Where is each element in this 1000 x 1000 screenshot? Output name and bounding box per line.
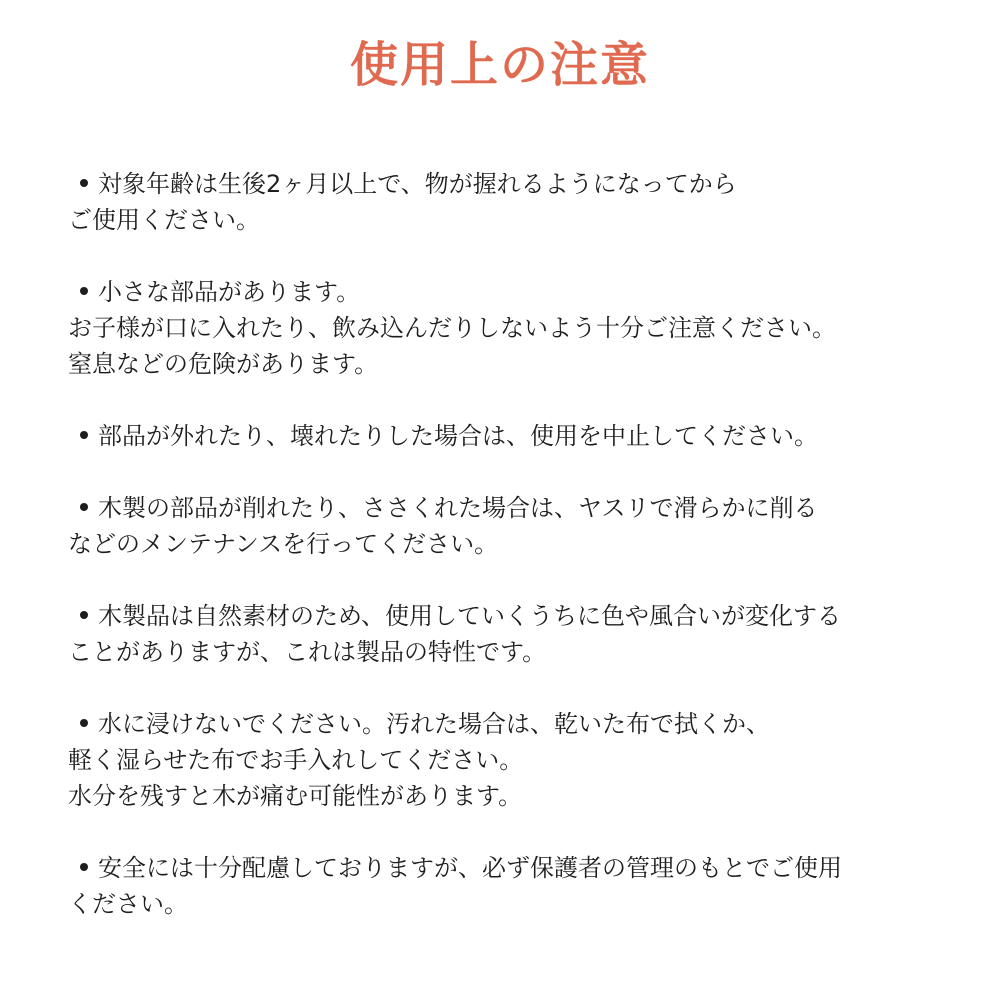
- bullet-icon: [80, 863, 88, 871]
- notice-text: 対象年齢は生後2ヶ月以上で、物が握れるようになってから: [98, 170, 737, 198]
- notice-text: お子様が口に入れたり、飲み込んだりしないよう十分ご注意ください。: [68, 314, 836, 342]
- notice-text: 窒息などの危険があります。: [68, 350, 379, 378]
- bullet-icon: [80, 287, 88, 295]
- notice-text: 水分を残すと木が痛む可能性があります。: [68, 782, 523, 810]
- notice-text: 部品が外れたり、壊れたりした場合は、使用を中止してください。: [98, 422, 818, 450]
- bullet-icon: [80, 503, 88, 511]
- notice-line: [68, 778, 968, 814]
- page-title: 使用上の注意: [349, 37, 650, 93]
- bullet-icon: [80, 179, 88, 187]
- notice-line: [68, 166, 968, 202]
- notice-line: [68, 202, 968, 238]
- notice-text: 木製品は自然素材のため、使用していくうちに色や風合いが変化する: [98, 602, 842, 630]
- notice-text: ことがありますが、これは製品の特性です。: [68, 638, 547, 666]
- notice-line: [68, 634, 968, 670]
- notice-line: [68, 886, 968, 922]
- notice-line: [68, 598, 968, 634]
- notice-text: などのメンテナンスを行ってください。: [68, 530, 499, 558]
- bullet-icon: [80, 719, 88, 727]
- notice-text: 木製の部品が削れたり、ささくれた場合は、ヤスリで滑らかに削る: [98, 494, 818, 522]
- notice-text: 安全には十分配慮しておりますが、必ず保護者の管理のもとでご使用: [98, 854, 842, 882]
- notice-text: ください。: [68, 890, 188, 918]
- notice-line: [68, 274, 968, 310]
- notice-line: [68, 706, 968, 742]
- notice-item: [68, 490, 968, 562]
- notice-item: [68, 850, 968, 922]
- notice-line: [68, 346, 968, 382]
- notice-line: [68, 310, 968, 346]
- notice-line: [68, 742, 968, 778]
- bullet-icon: [80, 431, 88, 439]
- notice-list: [68, 166, 968, 958]
- notice-line: [68, 526, 968, 562]
- notice-item: [68, 598, 968, 670]
- notice-line: [68, 418, 968, 454]
- notice-text: 軽く湿らせた布でお手入れしてください。: [68, 746, 524, 774]
- notice-text: 水に浸けないでください。汚れた場合は、乾いた布で拭くか、: [98, 710, 770, 738]
- notice-item: [68, 166, 968, 238]
- notice-text: ご使用ください。: [68, 206, 260, 234]
- notice-item: [68, 274, 968, 382]
- notice-text: 小さな部品があります。: [98, 278, 361, 306]
- bullet-icon: [80, 611, 88, 619]
- notice-item: [68, 706, 968, 814]
- notice-line: [68, 490, 968, 526]
- notice-item: [68, 418, 968, 454]
- notice-line: [68, 850, 968, 886]
